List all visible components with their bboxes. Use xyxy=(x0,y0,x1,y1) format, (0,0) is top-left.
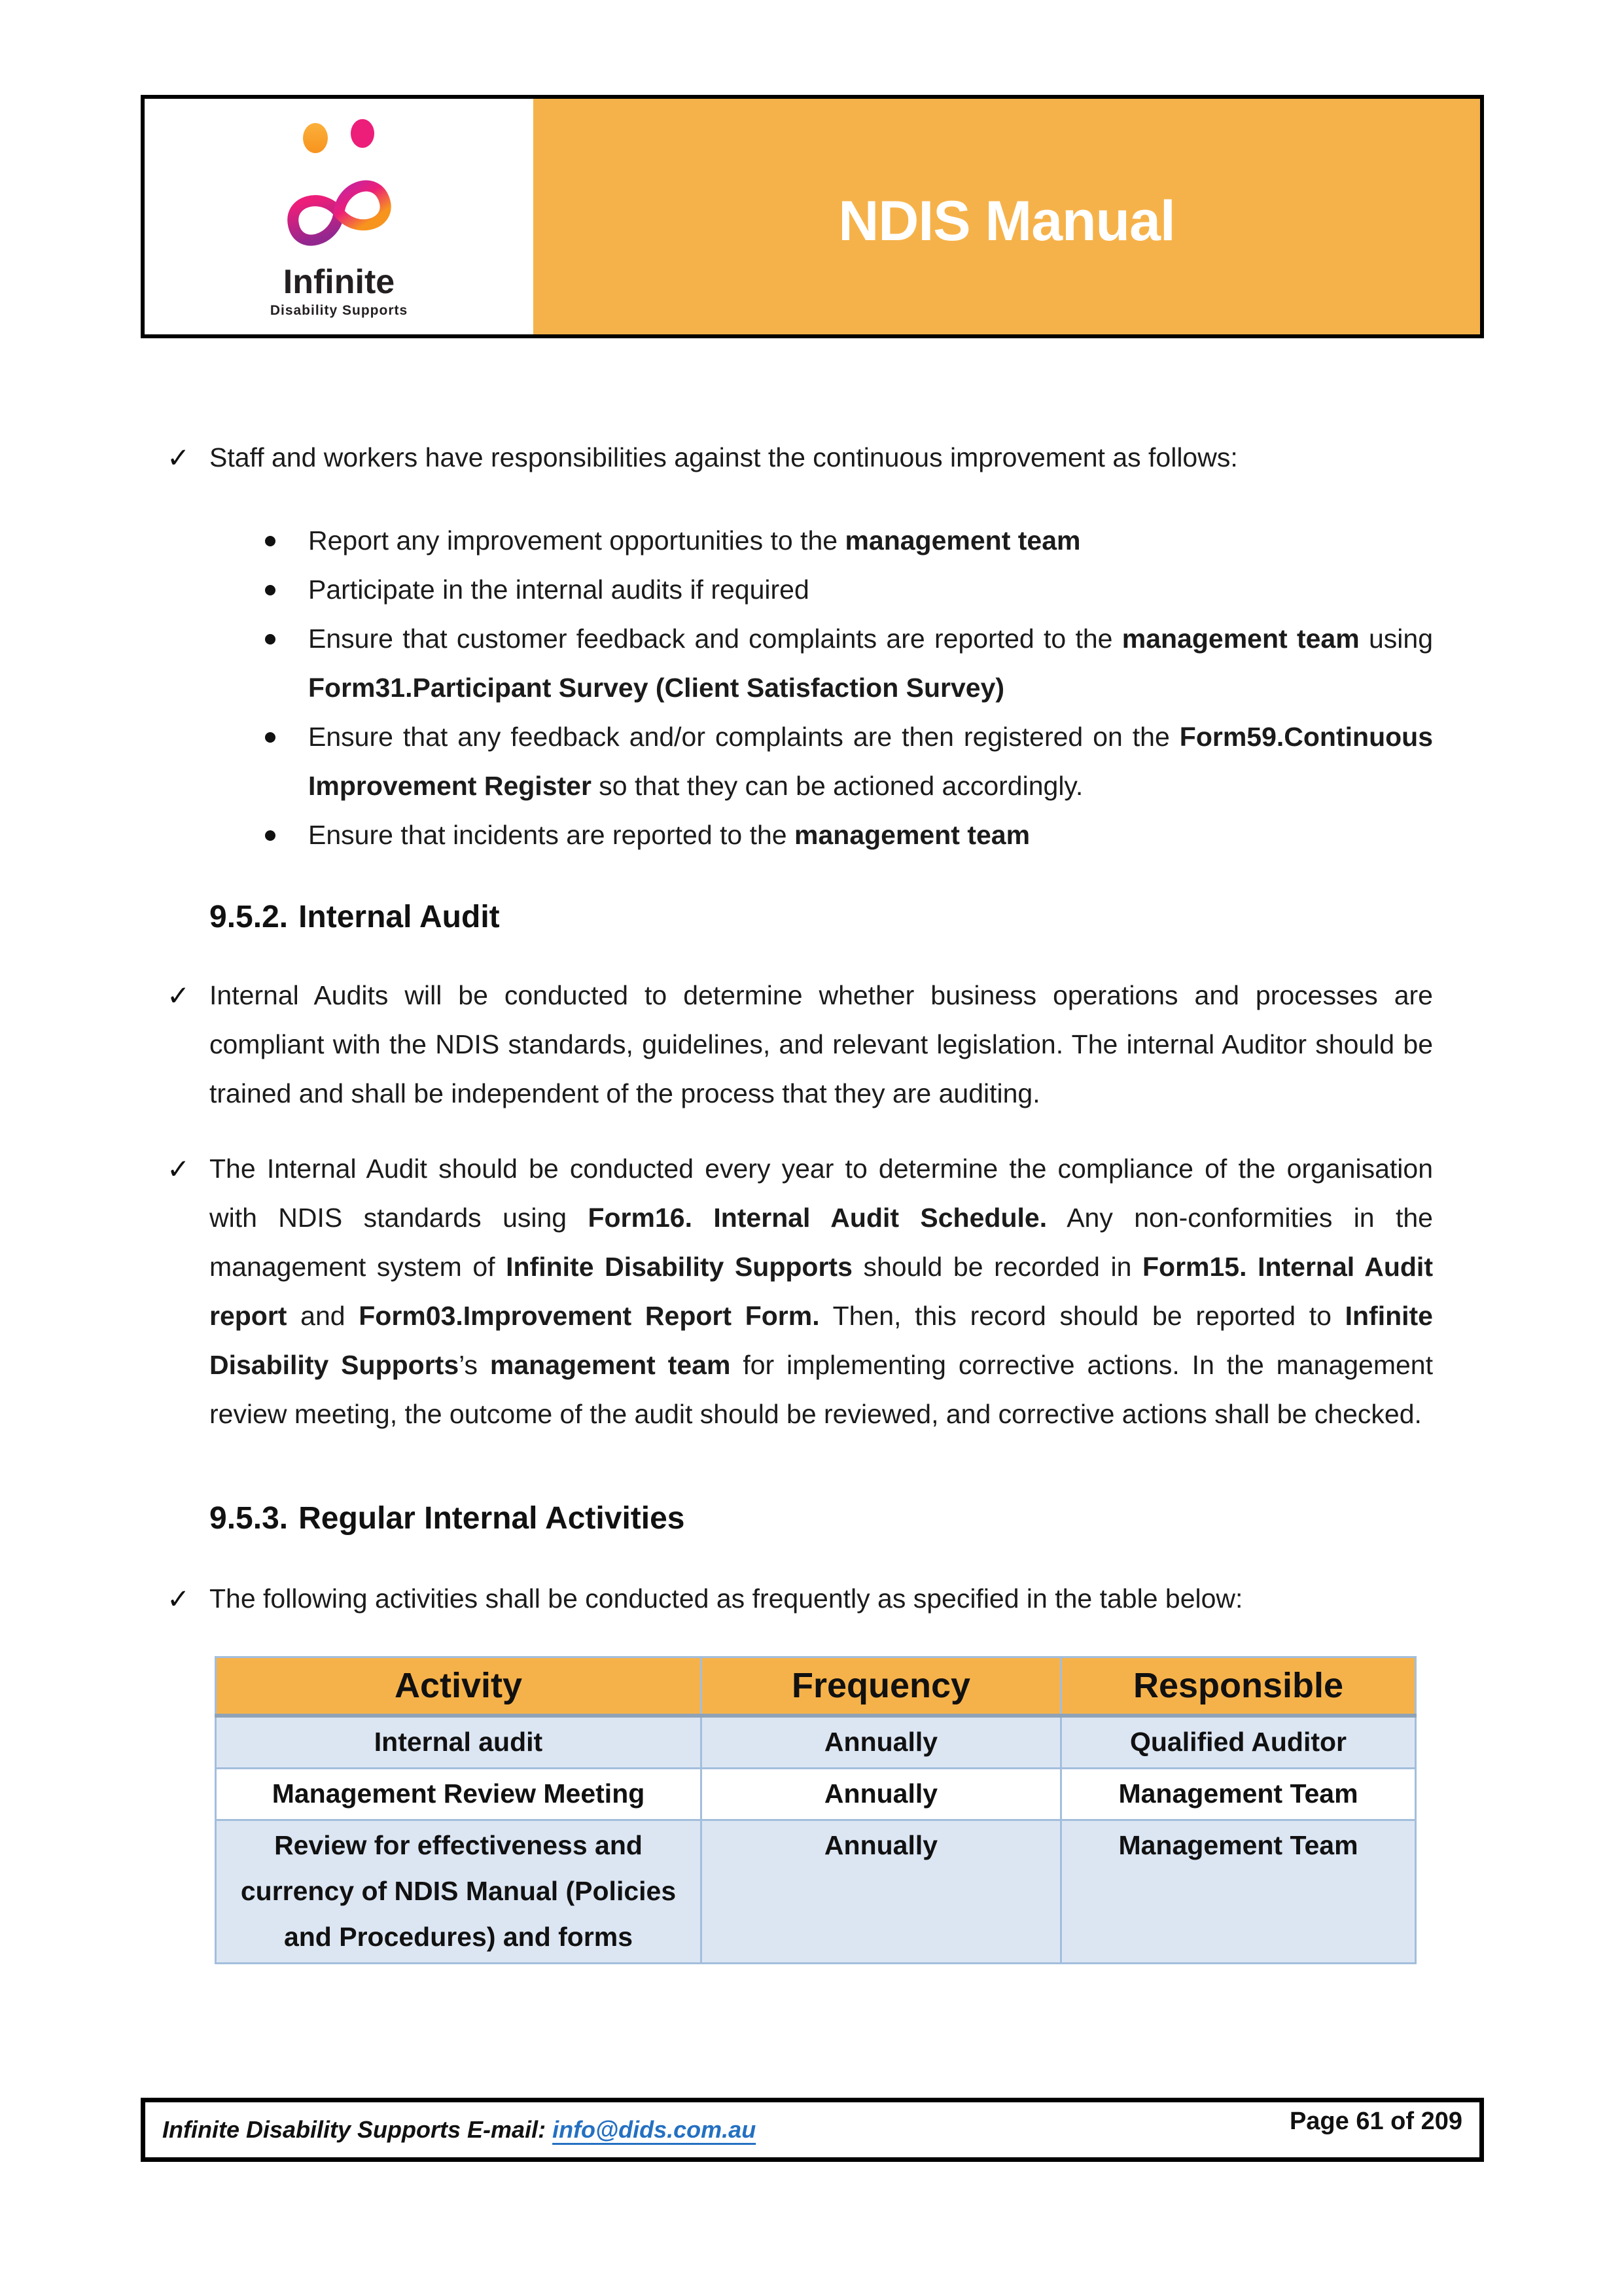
bullet-list xyxy=(265,516,1433,860)
table-cell: Annually xyxy=(701,1716,1061,1769)
table-cell: Management Team xyxy=(1061,1820,1416,1964)
logo xyxy=(145,99,533,334)
check-icon: ✓ xyxy=(167,442,190,473)
bullet-text: Participate in the internal audits if required xyxy=(308,574,809,605)
check-paragraph xyxy=(167,971,1433,1118)
list-item xyxy=(265,516,1433,565)
section-number: 9.5.2. xyxy=(209,900,289,934)
section-number: 9.5.3. xyxy=(209,1501,289,1536)
bullet-icon xyxy=(265,585,275,595)
intro-check-item xyxy=(167,433,1433,482)
bullet-text: Ensure that incidents are reported to the management team xyxy=(308,820,1031,850)
table-cell: Review for effectiveness and currency of NDIS Manual (Policies and Procedures) and forms xyxy=(216,1820,701,1964)
table-cell: Annually xyxy=(701,1769,1061,1820)
check-paragraph xyxy=(167,1144,1433,1439)
document-header xyxy=(141,95,1484,338)
check-icon: ✓ xyxy=(167,980,190,1011)
footer-contact xyxy=(162,2116,756,2144)
paragraph-text: The Internal Audit should be conducted every year to determine the compliance of the organisation with NDIS standards using Form16. Internal Audit Schedule. Any non-conformities in the management system of Infinite Disability Supports should be recorded in Form15. Internal Audit report and Form03.Improvement Report Form. Then, this record should be reported to Infinite Disability Supports’s management team for implementing corrective actions. In the management review meeting, the outcome of the audit should be reviewed, and corrective actions shall be checked. xyxy=(209,1154,1433,1429)
logo-tagline: Disability Supports xyxy=(270,303,408,318)
document-footer xyxy=(141,2098,1484,2162)
table-row xyxy=(216,1716,1416,1769)
table-cell: Management Team xyxy=(1061,1769,1416,1820)
bullet-icon xyxy=(265,732,275,743)
list-item xyxy=(265,811,1433,860)
list-item xyxy=(265,713,1433,811)
list-item xyxy=(265,614,1433,713)
section-title: Regular Internal Activities xyxy=(298,1501,685,1536)
table-header-activity: Activity xyxy=(216,1657,701,1716)
logo-name: Infinite xyxy=(283,263,395,301)
section-heading-952 xyxy=(209,898,1433,937)
check-paragraph xyxy=(167,1574,1433,1623)
table-header-frequency: Frequency xyxy=(701,1657,1061,1716)
page-title: NDIS Manual xyxy=(838,189,1175,253)
activities-table xyxy=(215,1656,1417,1964)
table-row xyxy=(216,1769,1416,1820)
section-title: Internal Audit xyxy=(298,900,500,934)
intro-lead-text: Staff and workers have responsibilities against the continuous improvement as follows: xyxy=(209,442,1238,472)
table-cell: Internal audit xyxy=(216,1716,701,1769)
page-number: Page 61 of 209 xyxy=(1289,2108,1462,2135)
bullet-text: Report any improvement opportunities to the management team xyxy=(308,525,1081,556)
title-banner xyxy=(533,99,1480,334)
check-icon: ✓ xyxy=(167,1583,190,1614)
document-body xyxy=(167,433,1433,1964)
paragraph-text: Internal Audits will be conducted to determine whether business operations and processes are compliant with the NDIS standards, guidelines, and relevant legislation. The internal Auditor should be trained and shall be independent of the process that they are auditing. xyxy=(209,980,1433,1108)
email-link[interactable]: info@dids.com.au xyxy=(552,2116,756,2143)
bullet-icon xyxy=(265,634,275,645)
section-heading-953 xyxy=(209,1499,1433,1538)
check-icon: ✓ xyxy=(167,1154,190,1184)
table-row xyxy=(216,1820,1416,1964)
table-cell: Annually xyxy=(701,1820,1061,1964)
infinity-logo-icon xyxy=(274,115,404,269)
footer-email-label: Infinite Disability Supports E-mail: xyxy=(162,2116,546,2143)
table-cell: Management Review Meeting xyxy=(216,1769,701,1820)
table-header-row xyxy=(216,1657,1416,1716)
table-cell: Qualified Auditor xyxy=(1061,1716,1416,1769)
bullet-icon xyxy=(265,830,275,841)
table-header-responsible: Responsible xyxy=(1061,1657,1416,1716)
bullet-text: Ensure that any feedback and/or complaints are then registered on the Form59.Continuous Improvement Register so that they can be actioned accordingly. xyxy=(308,722,1433,801)
list-item xyxy=(265,565,1433,614)
bullet-text: Ensure that customer feedback and complaints are reported to the management team using Form31.Participant Survey (Client Satisfaction Survey) xyxy=(308,624,1433,703)
paragraph-text: The following activities shall be conducted as frequently as specified in the table below: xyxy=(209,1583,1243,1614)
bullet-icon xyxy=(265,536,275,546)
